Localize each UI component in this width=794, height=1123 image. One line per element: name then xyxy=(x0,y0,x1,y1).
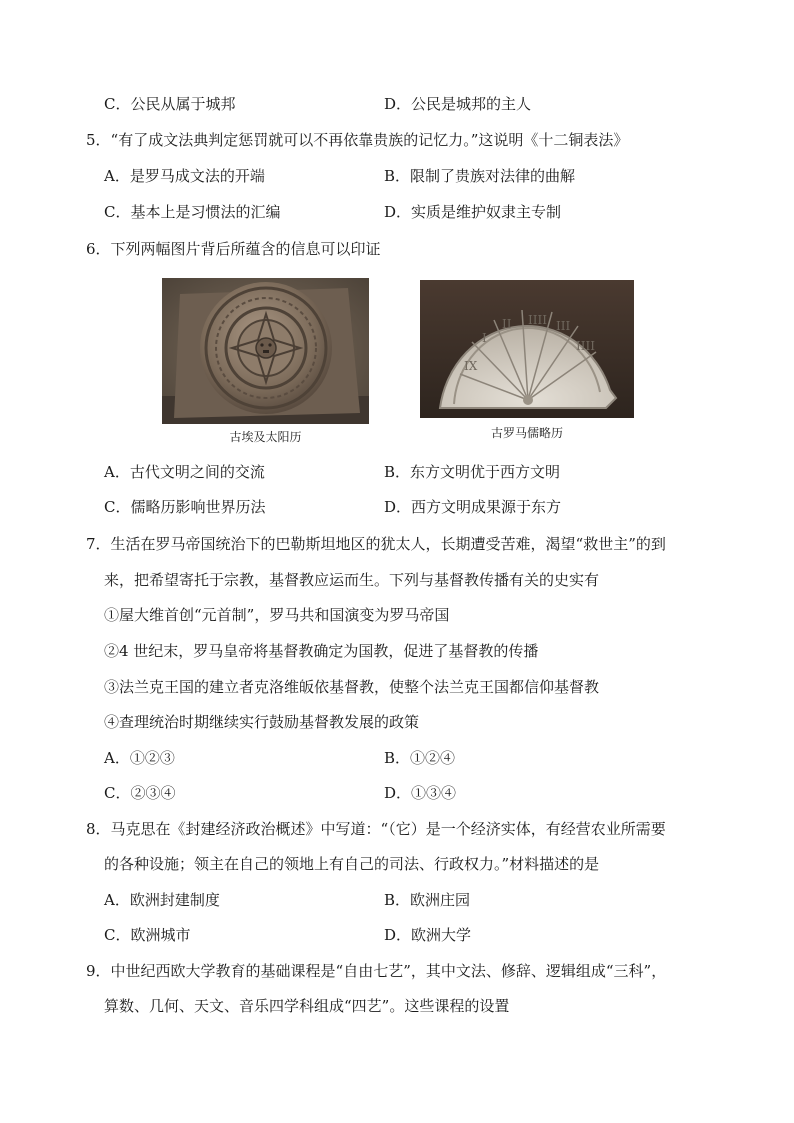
q7-option-c: C．②③④ xyxy=(104,784,176,802)
q6-option-a: A．古代文明之间的交流 xyxy=(104,463,265,481)
q7-item: ③法兰克王国的建立者克洛维皈依基督教，使整个法兰克王国都信仰基督教 xyxy=(104,678,600,696)
q9-stem-line2: 算数、几何、天文、音乐四学科组成“四艺”。这些课程的设置 xyxy=(104,997,510,1015)
julian-numeral: I xyxy=(482,331,487,345)
q5-option-d: D．实质是维护奴隶主专制 xyxy=(384,203,562,221)
julian-numeral: III xyxy=(556,319,571,333)
sun-calendar-caption: 古埃及太阳历 xyxy=(229,430,302,444)
q7-item: ②4 世纪末，罗马皇帝将基督教确定为国教，促进了基督教的传播 xyxy=(104,642,539,660)
q8-option-c: C．欧洲城市 xyxy=(104,926,191,944)
q5-option-c: C．基本上是习惯法的汇编 xyxy=(104,203,281,221)
q6-option-b: B．东方文明优于西方文明 xyxy=(384,463,561,481)
q8-stem-line2: 的各种设施；领主在自己的领地上有自己的司法、行政权力。”材料描述的是 xyxy=(104,855,600,873)
q9-stem-line1: 9．中世纪西欧大学教育的基础课程是“自由七艺”，其中文法、修辞、逻辑组成“三科”， xyxy=(86,962,667,980)
julian-calendar-image xyxy=(420,280,634,418)
q7-option-b: B．①②④ xyxy=(384,749,456,767)
q6-option-c: C．儒略历影响世界历法 xyxy=(104,498,266,516)
julian-calendar-caption: 古罗马儒略历 xyxy=(490,426,563,440)
julian-numeral: II xyxy=(502,317,512,331)
q7-stem-line2: 来，把希望寄托于宗教，基督教应运而生。下列与基督教传播有关的史实有 xyxy=(104,571,600,589)
julian-numeral: IX xyxy=(464,359,478,373)
q6-option-d: D．西方文明成果源于东方 xyxy=(384,498,562,516)
julian-numeral: IIII xyxy=(576,339,595,353)
q6-stem: 6．下列两幅图片背后所蕴含的信息可以印证 xyxy=(86,240,381,258)
q8-stem-line1: 8．马克思在《封建经济政治概述》中写道：“（它）是一个经济实体，有经营农业所需要 xyxy=(86,820,666,838)
julian-numeral: IIII xyxy=(528,313,547,327)
sun-calendar-image xyxy=(162,278,369,424)
q8-option-a: A．欧洲封建制度 xyxy=(104,891,220,909)
q7-item: ④查理统治时期继续实行鼓励基督教发展的政策 xyxy=(104,713,420,731)
julian-calendar-illustration xyxy=(420,280,634,418)
q7-option-a: A．①②③ xyxy=(104,749,175,767)
q5-option-b: B．限制了贵族对法律的曲解 xyxy=(384,167,576,185)
q8-option-b: B．欧洲庄园 xyxy=(384,891,471,909)
q5-option-a: A．是罗马成文法的开端 xyxy=(104,167,265,185)
q4-option-c: C．公民从属于城邦 xyxy=(104,95,236,113)
q7-option-d: D．①③④ xyxy=(384,784,457,802)
q5-stem: 5．“有了成文法典判定惩罚就可以不再依靠贵族的记忆力。”这说明《十二铜表法》 xyxy=(86,131,629,149)
q7-item: ①屋大维首创“元首制”，罗马共和国演变为罗马帝国 xyxy=(104,606,450,624)
q4-option-d: D．公民是城邦的主人 xyxy=(384,95,532,113)
sun-calendar-illustration xyxy=(162,278,369,424)
q8-option-d: D．欧洲大学 xyxy=(384,926,472,944)
q7-stem-line1: 7．生活在罗马帝国统治下的巴勒斯坦地区的犹太人，长期遭受苦难，渴望“救世主”的到 xyxy=(86,535,666,553)
